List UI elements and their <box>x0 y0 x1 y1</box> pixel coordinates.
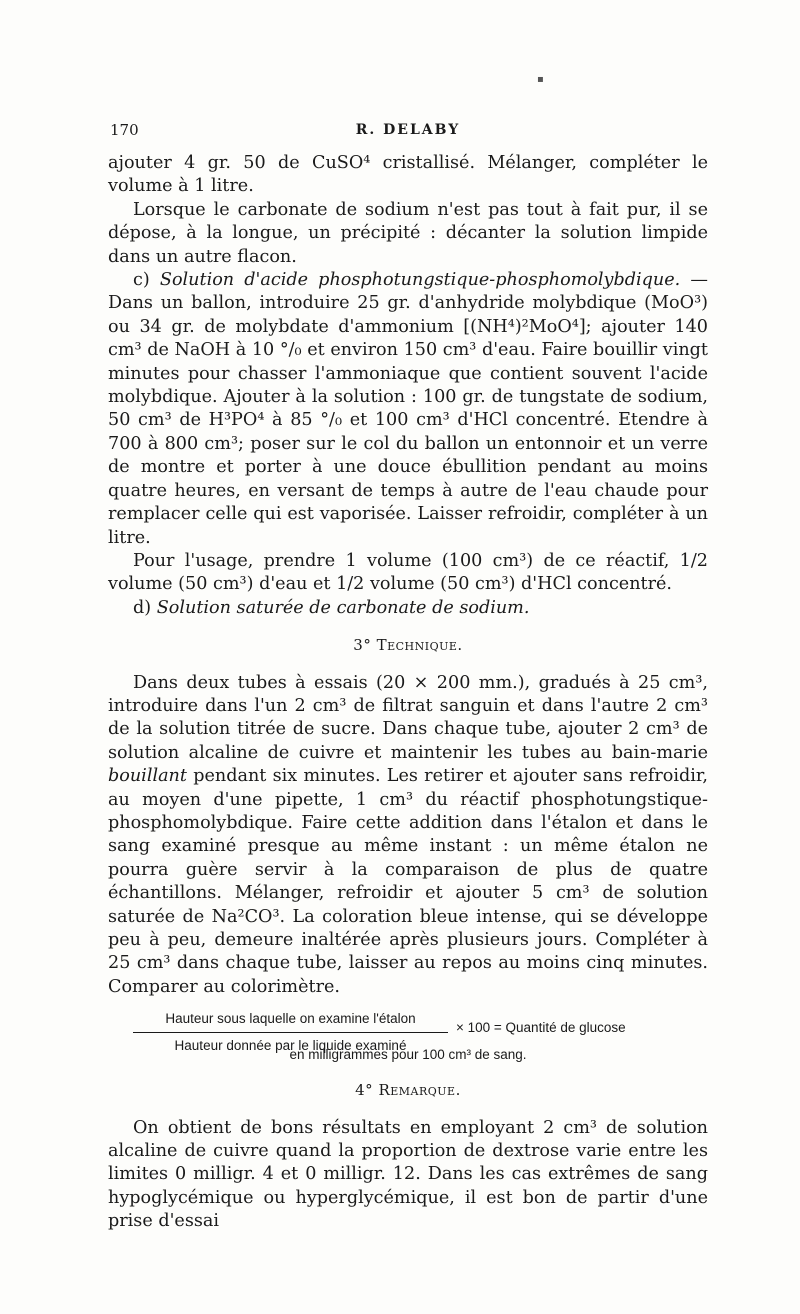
section-heading-technique <box>108 634 708 657</box>
paragraph-remarque: On obtient de bons résultats en employant 2 cm³ de solution alcaline de cuivre quand la proportion de dextrose varie entre les limites 0 milligr. 4 et 0 milligr. 12. Dans les cas extrêmes de sang hypoglycémique ou hyperglycémique, il est bon de partir d'une prise d'essai <box>108 1117 708 1232</box>
technique-text-b: pendant six minutes. Les retirer et ajouter sans refroidir, au moyen d'une pipette, 1 cm³ du réactif phosphotungstique-phosphomolybdique. Faire cette addition dans l'étalon et dans le sang examiné presque au même instant : un même étalon ne pourra guère servir à la comparaison de plus de quatre échantillons. Mélanger, refroidir et ajouter 5 cm³ de solution saturée de Na²CO³. La coloration bleue intense, qui se développe peu à peu, demeure inaltérée après plusieurs jours. Compléter à 25 cm³ dans chaque tube, laisser au repos au moins cinq minutes. Comparer au colorimètre. <box>108 766 708 997</box>
section-heading-remarque <box>108 1079 708 1102</box>
formula-operator: × 100 = Quantité de glucose <box>456 1020 626 1036</box>
margin-speck-mark: ▪ <box>537 74 544 85</box>
item-title-d: Solution saturée de carbonate de sodium. <box>156 597 530 618</box>
item-body-c: — Dans un ballon, introduire 25 gr. d'anhydride molybdique (MoO³) ou 34 gr. de molybdate d'ammonium [(NH⁴)²MoO⁴]; ajouter 140 cm³ de NaOH à 10 °/₀ et environ 150 cm³ d'eau. Faire bouillir vingt minutes pour chasser l'ammoniaque que contient souvent l'acide molybdique. Ajouter à la solution : 100 gr. de tungstate de sodium, 50 cm³ de H³PO⁴ à 85 °/₀ et 100 cm³ d'HCl concentré. Etendre à 700 à 800 cm³; poser sur le col du ballon un entonnoir et un verre de montre et porter à une douce ébullition pendant au moins quatre heures, en versant de temps à autre de l'eau chaude pour remplacer celle qui est vaporisée. Laisser refroidir, compléter à un litre. <box>108 270 709 548</box>
item-label-d: d) <box>133 597 157 618</box>
emphasis-bouillant: bouillant <box>108 766 187 787</box>
page-number: 170 <box>110 121 139 139</box>
glucose-formula <box>108 1007 708 1065</box>
running-head <box>108 121 708 141</box>
section-title: Remarque. <box>378 1081 461 1100</box>
item-title-c: Solution d'acide phosphotungstique-phosphomolybdique. <box>159 270 681 291</box>
body-text <box>108 152 708 1234</box>
formula-tail: en milligrammes pour 100 cm³ de sang. <box>289 1047 527 1063</box>
section-number: 4° <box>355 1081 379 1100</box>
paragraph-technique <box>108 672 708 1000</box>
section-title: Technique. <box>376 636 463 655</box>
formula-numerator: Hauteur sous laquelle on examine l'étalon <box>133 1007 448 1032</box>
technique-text-a: Dans deux tubes à essais (20 × 200 mm.), gradués à 25 cm³, introduire dans l'un 2 cm³ de filtrat sanguin et dans l'autre 2 cm³ de la solution titrée de sucre. Dans chaque tube, ajouter 2 cm³ de solution alcaline de cuivre et maintenir les tubes au bain-marie <box>108 672 708 763</box>
paragraph-cuso4: ajouter 4 gr. 50 de CuSO⁴ cristallisé. Mélanger, compléter le volume à 1 litre. <box>108 153 708 197</box>
item-label-c: c) <box>133 270 160 291</box>
section-number: 3° <box>353 636 377 655</box>
paragraph-reagent-c <box>108 269 708 550</box>
paragraph-carbonate: Lorsque le carbonate de sodium n'est pas tout à fait pur, il se dépose, à la longue, un précipité : décanter la solution limpide dans un autre flacon. <box>108 199 708 267</box>
header-author: R. DELABY <box>355 122 461 138</box>
paragraph-reagent-d <box>108 597 708 620</box>
formula-denominator: Hauteur donnée par le liquide examiné <box>174 1037 407 1053</box>
paragraph-usage: Pour l'usage, prendre 1 volume (100 cm³) de ce réactif, 1/2 volume (50 cm³) d'eau et 1/2 volume (50 cm³) d'HCl concentré. <box>108 550 708 595</box>
